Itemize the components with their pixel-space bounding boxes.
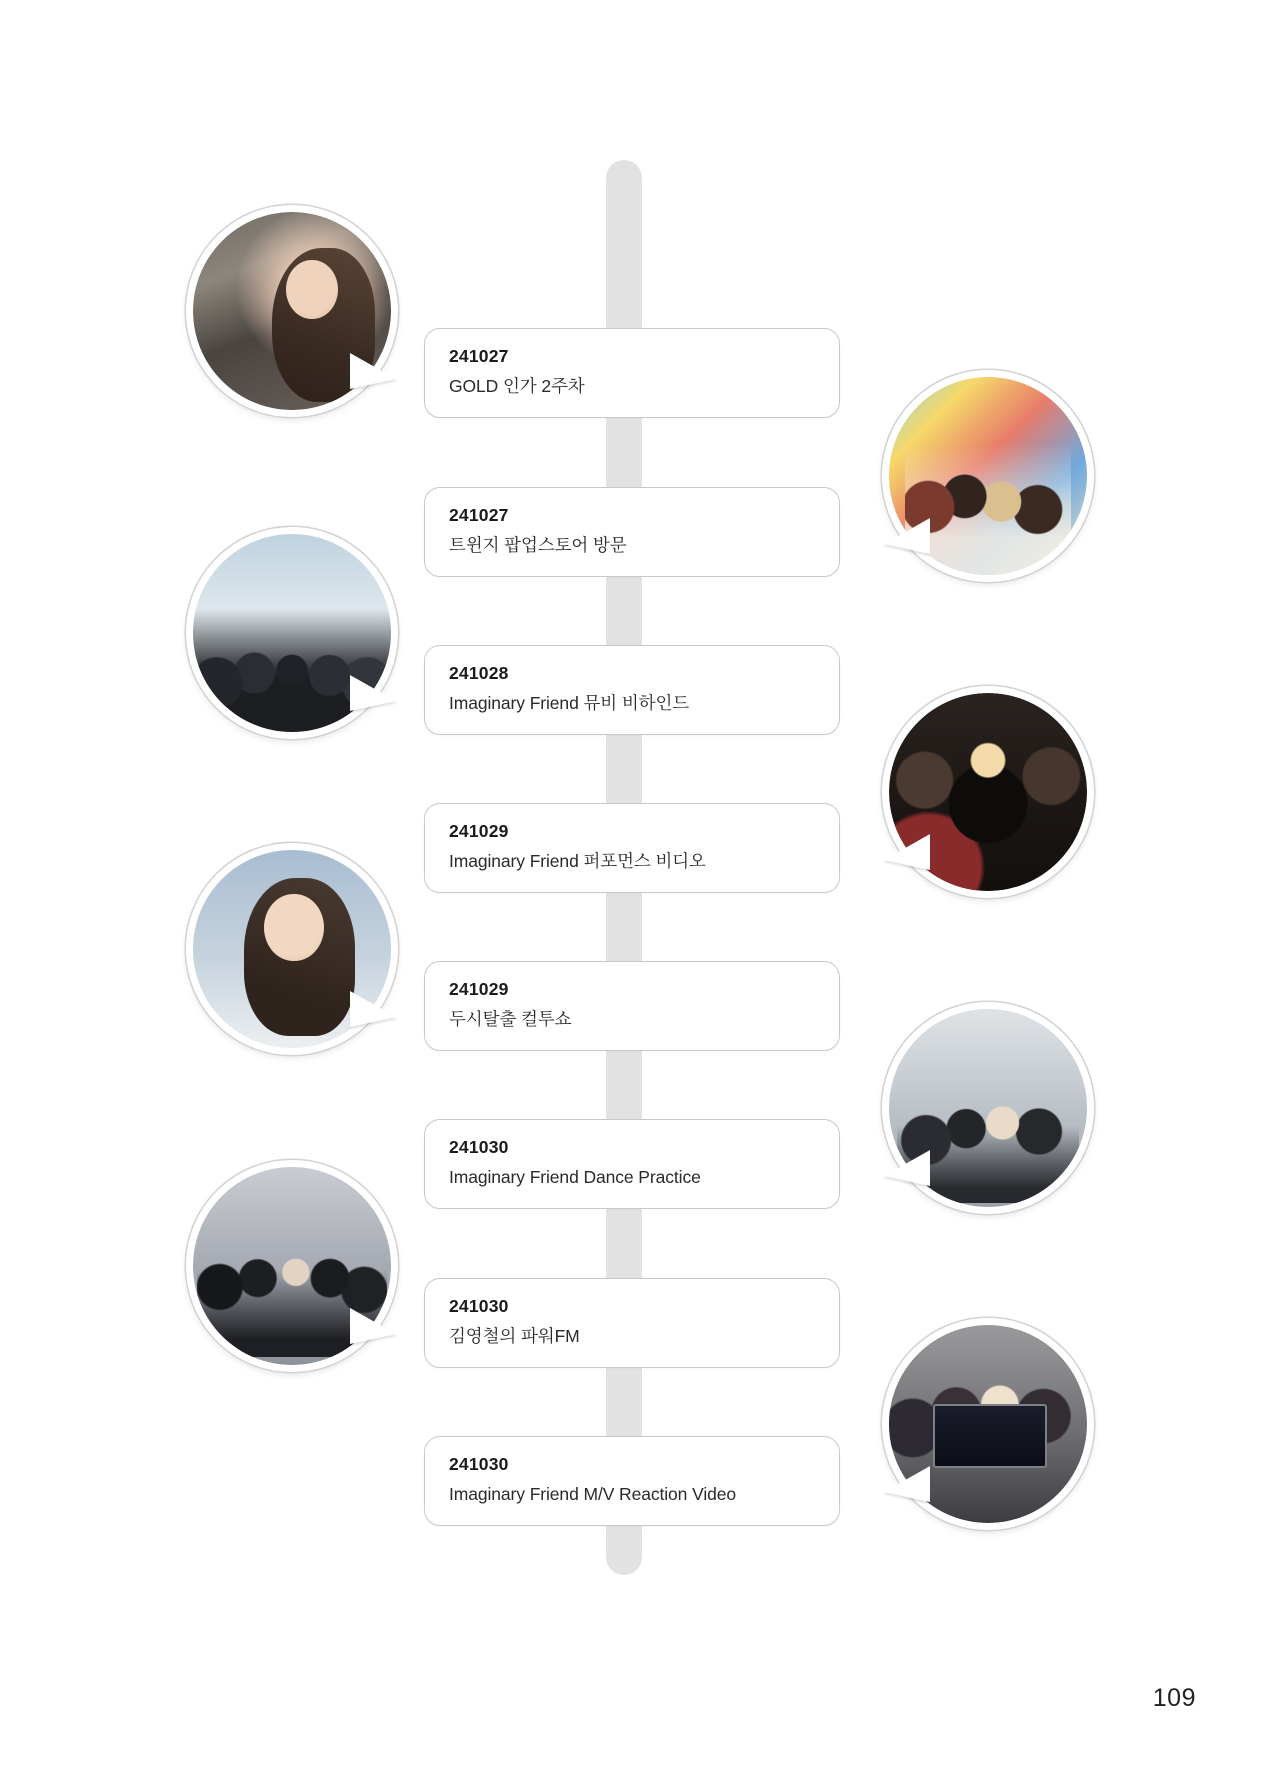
timeline-event-card[interactable] <box>424 1119 840 1209</box>
bubble-tail <box>350 991 396 1027</box>
page-number: 109 <box>1152 1684 1196 1712</box>
event-title: Imaginary Friend 뮤비 비하인드 <box>449 693 690 713</box>
timeline-event-card[interactable] <box>424 645 840 735</box>
bubble-tail <box>350 675 396 711</box>
event-title: Imaginary Friend 퍼포먼스 비디오 <box>449 851 706 871</box>
timeline-event-card[interactable] <box>424 961 840 1051</box>
timeline-event-card[interactable] <box>424 487 840 577</box>
timeline-event-card[interactable] <box>424 328 840 418</box>
event-date: 241030 <box>449 1137 509 1157</box>
event-title: 두시탈출 컬투쇼 <box>449 1009 572 1029</box>
event-date: 241027 <box>449 346 509 366</box>
bubble-tail <box>350 1308 396 1344</box>
event-date: 241028 <box>449 663 509 683</box>
bubble-tail <box>884 518 930 554</box>
bubble-tail <box>884 834 930 870</box>
bubble-tail <box>884 1466 930 1502</box>
event-title: GOLD 인가 2주차 <box>449 376 585 396</box>
event-title: Imaginary Friend Dance Practice <box>449 1167 701 1187</box>
timeline-event-card[interactable] <box>424 1278 840 1368</box>
event-date: 241029 <box>449 821 509 841</box>
event-date: 241030 <box>449 1454 509 1474</box>
bubble-tail <box>350 353 396 389</box>
event-date: 241030 <box>449 1296 509 1316</box>
event-title: 김영철의 파워FM <box>449 1326 580 1346</box>
bubble-tail <box>884 1150 930 1186</box>
event-title: 트윈지 팝업스토어 방문 <box>449 535 627 555</box>
timeline-event-card[interactable] <box>424 803 840 893</box>
event-date: 241029 <box>449 979 509 999</box>
event-date: 241027 <box>449 505 509 525</box>
event-title: Imaginary Friend M/V Reaction Video <box>449 1484 737 1504</box>
timeline-event-card[interactable] <box>424 1436 840 1526</box>
